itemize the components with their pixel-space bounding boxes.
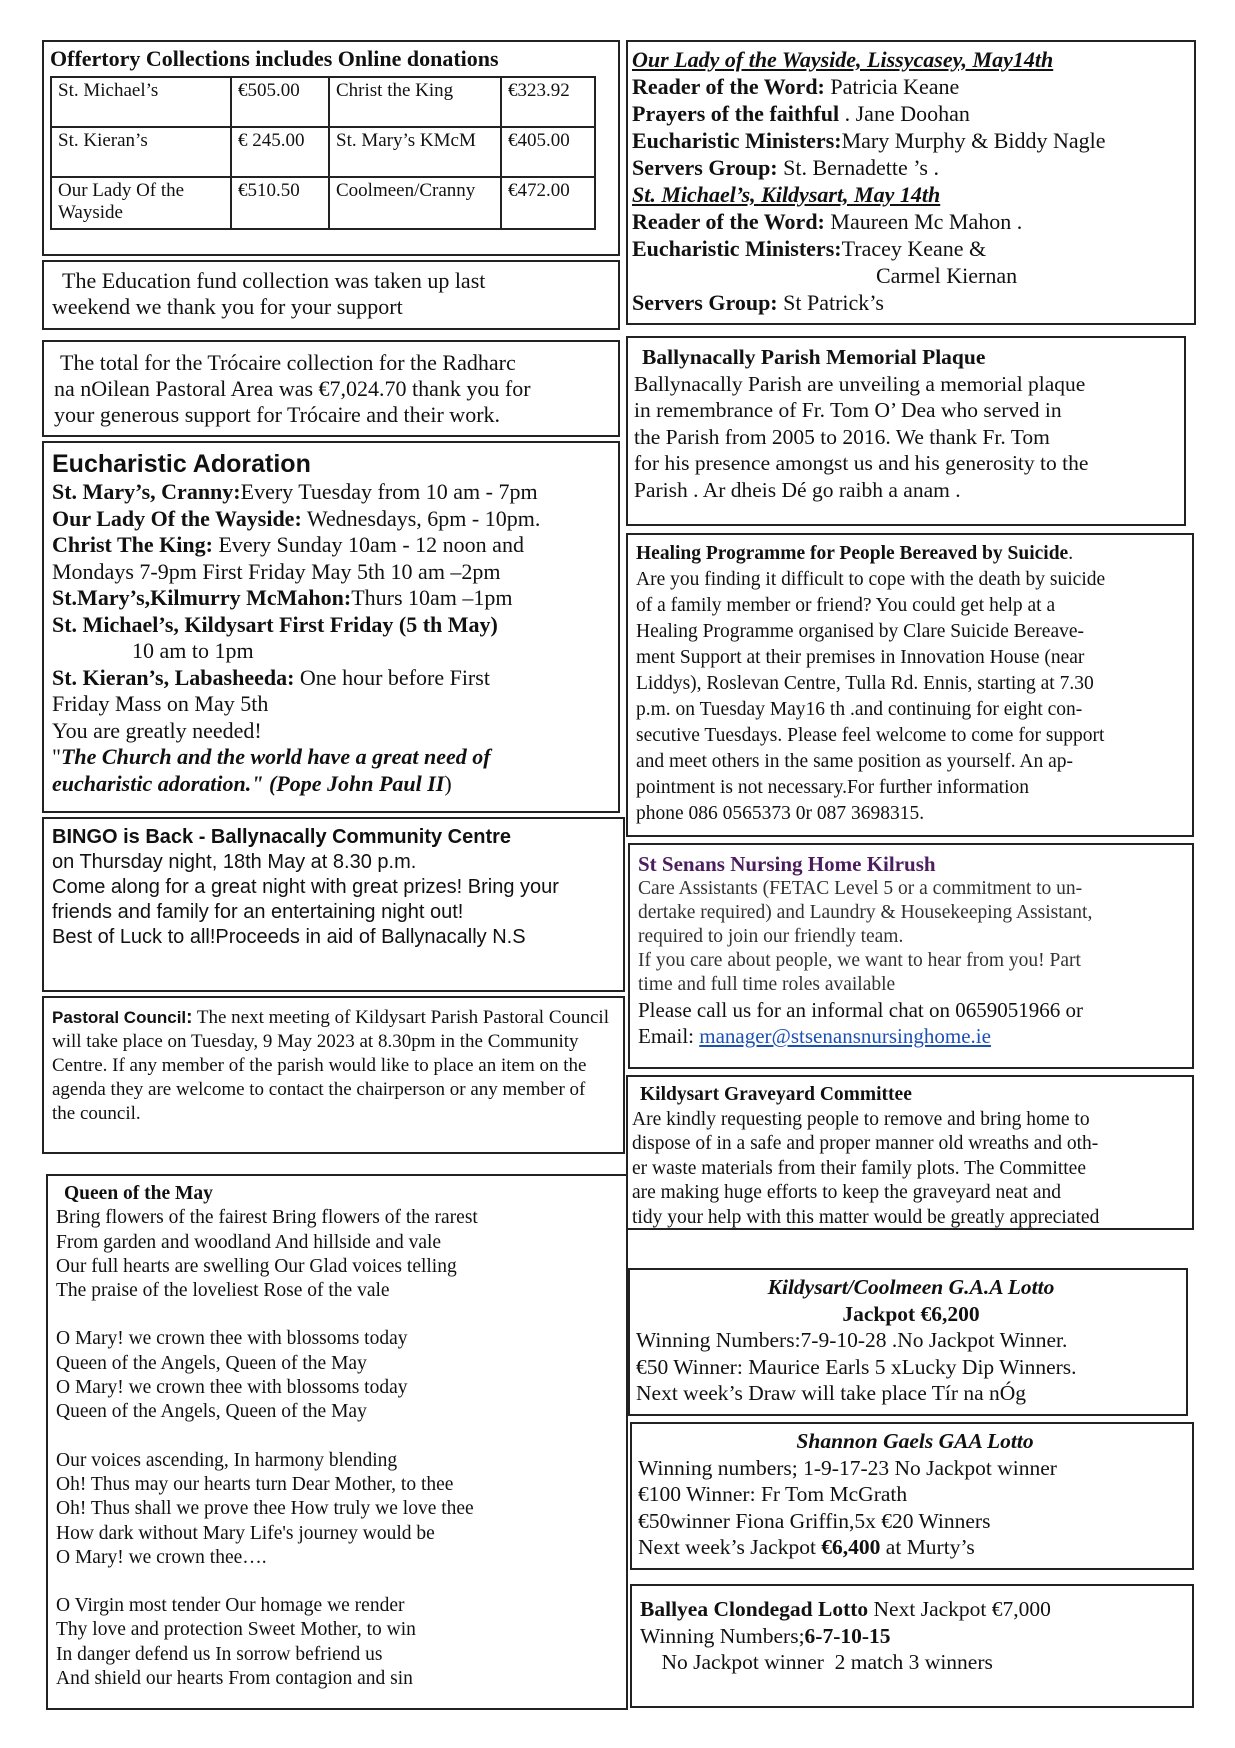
poem-line: Our full hearts are swelling Our Glad voices telling — [56, 1255, 457, 1277]
lotto-kildysart-box — [628, 1268, 1188, 1416]
lotto-line: No Jackpot winner 2 match 3 winners — [640, 1650, 993, 1674]
pastoral-text: The next meeting of Kildysart Parish Pastoral Council will take place on Tuesday, 9 May 2023 at 8.30pm in the Community Centre. If any member of the parish would like to place an item on the agenda they are welcome to contact the chairperson or any member of the council. — [52, 1007, 609, 1124]
healing-line: ment Support at their premises in Innovation House (near — [636, 647, 1085, 668]
table-cell: € 245.00 — [231, 127, 329, 177]
healing-line: Are you finding it difficult to cope with the death by suicide — [636, 569, 1106, 590]
lotto-line — [640, 1623, 1192, 1650]
poem-line: Thy love and protection Sweet Mother, to win — [56, 1619, 416, 1641]
adoration-box — [42, 441, 620, 813]
education-line-1: The Education fund collection was taken up last — [62, 268, 486, 293]
graveyard-box — [626, 1075, 1194, 1230]
rota-role: Reader of the Word: — [632, 209, 825, 234]
graveyard-line: er waste materials from their family plots. The Committee — [632, 1157, 1086, 1179]
rota-row — [632, 289, 1194, 316]
poem-line: How dark without Mary Life's journey would be — [56, 1522, 435, 1544]
church-name: St. Kieran’s, Labasheeda: — [52, 664, 295, 690]
plaque-line: Ballynacally Parish are unveiling a memorial plaque — [634, 371, 1086, 396]
offertory-title: Offertory Collections includes Online donations — [50, 46, 499, 71]
senans-line: dertake required) and Laundry & Housekeeping Assistant, — [638, 902, 1093, 923]
table-cell: €510.50 — [231, 177, 329, 229]
adoration-time: Thurs 10am –1pm — [351, 585, 513, 610]
senans-line: time and full time roles available — [638, 974, 896, 995]
pastoral-label: Pastoral Council — [52, 1008, 187, 1027]
rota-row — [632, 100, 1194, 127]
poem-line: From garden and woodland And hillside and vale — [56, 1231, 442, 1253]
pastoral-colon: : — [186, 1007, 193, 1028]
lotto-shannon-box — [630, 1422, 1194, 1570]
poem-line: Queen of the Angels, Queen of the May — [56, 1352, 367, 1374]
senans-box — [628, 843, 1194, 1069]
quote-text: The Church and the world have a great need of eucharistic adoration." (Pope John Paul II — [52, 744, 491, 796]
rota-box — [626, 40, 1196, 325]
poem-line: O Mary! we crown thee…. — [56, 1546, 267, 1568]
bingo-box — [42, 817, 625, 992]
healing-title: Healing Programme for People Bereaved by Suicide — [636, 543, 1069, 564]
table-cell: St. Kieran’s — [51, 127, 231, 177]
healing-line: pointment is not necessary.For further information — [636, 777, 1029, 798]
senans-line: If you care about people, we want to hear from you! Part — [638, 950, 1081, 971]
healing-box — [626, 533, 1194, 837]
poem-line: Bring flowers of the fairest Bring flowers of the rarest — [56, 1207, 478, 1229]
lotto-line: Next week’s Draw will take place Tír na nÓg — [636, 1381, 1027, 1405]
lotto-line — [638, 1534, 1192, 1561]
poem-line: O Mary! we crown thee with blossoms today — [56, 1328, 408, 1350]
education-box — [42, 260, 620, 330]
pastoral-box — [42, 996, 625, 1154]
table-cell: €323.92 — [501, 77, 595, 127]
rota-row — [632, 127, 1194, 154]
trocaire-line-2: na nOilean Pastoral Area was €7,024.70 thank you for — [54, 376, 531, 401]
table-cell: Christ the King — [329, 77, 501, 127]
lotto-line: €100 Winner: Fr Tom McGrath — [638, 1482, 908, 1506]
rota-row-cont: Carmel Kiernan — [876, 263, 1018, 288]
graveyard-title: Kildysart Graveyard Committee — [640, 1084, 912, 1105]
poem-stanza-2 — [56, 1327, 626, 1424]
adoration-row-labasheeda-cont: Friday Mass on May 5th — [52, 691, 269, 716]
poem-stanza-1 — [56, 1206, 626, 1303]
table-row — [51, 127, 595, 177]
adoration-time: Wednesdays, 6pm - 10pm. — [301, 505, 541, 531]
lotto-line: Winning numbers; 1-9-17-23 No Jackpot winner — [638, 1455, 1057, 1480]
trocaire-line-1: The total for the Trócaire collection for the Radharc — [60, 350, 516, 375]
quote-mark: " — [52, 744, 61, 769]
lotto-text: at Murty’s — [880, 1535, 975, 1559]
lotto-text: Next week’s Jackpot — [638, 1535, 822, 1559]
senans-email-row — [638, 1023, 1192, 1049]
poem-line: Oh! Thus shall we prove thee How truly we love thee — [56, 1498, 474, 1520]
lotto-line: €50 Winner: Maurice Earls 5 xLucky Dip Winners. — [636, 1354, 1077, 1379]
bingo-line-3: Best of Luck to all!Proceeds in aid of Ballynacally N.S — [52, 926, 526, 948]
adoration-row-christ-king-cont: Mondays 7-9pm First Friday May 5th 10 am –2pm — [52, 558, 501, 584]
adoration-title: Eucharistic Adoration — [52, 450, 311, 478]
table-cell: St. Mary’s KMcM — [329, 127, 501, 177]
poem-line: O Virgin most tender Our homage we render — [56, 1595, 405, 1617]
poem-line: The praise of the loveliest Rose of the vale — [56, 1280, 390, 1302]
rota-role: Eucharistic Ministers: — [632, 236, 842, 261]
bingo-line-2: Come along for a great night with great prizes! Bring your friends and family for an entertaining night out! — [52, 876, 559, 923]
adoration-row-wayside — [52, 506, 618, 533]
rota-role: Prayers of the faithful — [632, 101, 840, 126]
lotto-title-row — [640, 1596, 1192, 1623]
healing-line: of a family member or friend? You could get help at a — [636, 595, 1056, 616]
lotto-jackpot: €6,400 — [821, 1535, 881, 1559]
lotto-text: Winning Numbers; — [640, 1623, 805, 1648]
lotto-ballyea-box — [630, 1584, 1194, 1708]
rota-heading-kildysart: St. Michael’s, Kildysart, May 14th — [632, 182, 941, 207]
poem-line: And shield our hearts From contagion and sin — [56, 1668, 413, 1690]
trocaire-line-3: your generous support for Trócaire and their work. — [54, 402, 501, 427]
rota-row — [632, 208, 1194, 235]
church-name: Our Lady Of the Wayside: — [52, 505, 302, 531]
rota-person: . Jane Doohan — [839, 101, 970, 126]
rota-person: Maureen Mc Mahon . — [824, 209, 1023, 234]
adoration-row-cranny — [52, 479, 618, 506]
healing-line: Liddys), Roslevan Centre, Tulla Rd. Ennis, starting at 7.30 — [636, 673, 1094, 694]
adoration-row-kildysart — [52, 612, 618, 639]
graveyard-line: tidy your help with this matter would be greatly appreciated — [632, 1206, 1100, 1228]
table-row — [51, 177, 595, 229]
table-row — [51, 77, 595, 127]
church-name: St. Michael’s, Kildysart First Friday (5 th May) — [52, 611, 498, 637]
poem-line: Our voices ascending, In harmony blending — [56, 1449, 398, 1471]
email-label: Email: — [638, 1024, 700, 1048]
plaque-line: in remembrance of Fr. Tom O’ Dea who served in — [634, 398, 1062, 422]
adoration-needed: You are greatly needed! — [52, 717, 262, 743]
lotto-numbers: 6-7-10-15 — [804, 1623, 891, 1648]
adoration-row-kildysart-time: 10 am to 1pm — [132, 638, 254, 663]
healing-line: and meet others in the same position as yourself. An ap- — [636, 751, 1074, 772]
lotto-next-jackpot: Next Jackpot €7,000 — [868, 1597, 1051, 1621]
rota-role: Reader of the Word: — [632, 74, 825, 99]
table-cell: St. Michael’s — [51, 77, 231, 127]
senans-line: Care Assistants (FETAC Level 5 or a commitment to un- — [638, 878, 1083, 899]
adoration-row-labasheeda — [52, 665, 618, 692]
rota-role: Eucharistic Ministers: — [632, 128, 842, 153]
poem-stanza-4 — [56, 1594, 626, 1691]
poem-stanza-3 — [56, 1449, 626, 1570]
offertory-table — [50, 76, 596, 230]
plaque-title: Ballynacally Parish Memorial Plaque — [642, 345, 986, 369]
poem-line: Queen of the Angels, Queen of the May — [56, 1401, 367, 1423]
bingo-line-1: on Thursday night, 18th May at 8.30 p.m. — [52, 851, 417, 873]
education-line-2: weekend we thank you for your support — [52, 294, 403, 319]
graveyard-line: dispose of in a safe and proper manner old wreaths and oth- — [632, 1133, 1099, 1154]
healing-line: p.m. on Tuesday May16 th .and continuing for eight con- — [636, 699, 1083, 720]
rota-person: St Patrick’s — [777, 290, 884, 315]
poem-title: Queen of the May — [64, 1183, 213, 1204]
queen-of-may-box — [46, 1174, 628, 1710]
table-cell: €505.00 — [231, 77, 329, 127]
rota-person: Mary Murphy & Biddy Nagle — [841, 128, 1106, 153]
rota-person: Tracey Keane & — [841, 236, 987, 261]
table-cell: Coolmeen/Cranny — [329, 177, 501, 229]
offertory-box — [42, 40, 620, 256]
rota-role: Servers Group: — [632, 290, 778, 315]
plaque-line: for his presence amongst us and his generosity to the — [634, 451, 1089, 475]
adoration-quote — [52, 744, 618, 797]
church-name: St.Mary’s,Kilmurry McMahon: — [52, 585, 352, 610]
email-link[interactable]: manager@stsenansnursinghome.ie — [699, 1024, 991, 1048]
healing-title-row — [636, 541, 1192, 567]
adoration-time: Every Tuesday from 10 am - 7pm — [240, 479, 538, 504]
quote-close: ) — [444, 770, 452, 796]
plaque-box — [626, 336, 1186, 526]
plaque-line: Parish . Ar dheis Dé go raibh a anam . — [634, 477, 961, 502]
senans-line: Please call us for an informal chat on 0659051966 or — [638, 998, 1083, 1022]
lotto-line: €50winner Fiona Griffin,5x €20 Winners — [638, 1508, 991, 1533]
poem-line: O Mary! we crown thee with blossoms today — [56, 1377, 408, 1399]
rota-heading-wayside: Our Lady of the Wayside, Lissycasey, May14th — [632, 47, 1054, 72]
healing-line: Healing Programme organised by Clare Suicide Bereave- — [636, 621, 1084, 642]
rota-row — [632, 73, 1194, 100]
bingo-title: BINGO is Back - Ballynacally Community Centre — [52, 826, 512, 848]
lotto-line: Winning Numbers:7-9-10-28 .No Jackpot Winner. — [636, 1328, 1068, 1352]
poem-line: Oh! Thus may our hearts turn Dear Mother, to thee — [56, 1473, 454, 1495]
senans-line: required to join our friendly team. — [638, 926, 904, 947]
adoration-time: One hour before First — [294, 664, 490, 690]
rota-role: Servers Group: — [632, 155, 778, 180]
graveyard-line: Are kindly requesting people to remove and bring home to — [632, 1108, 1090, 1130]
lotto-title: Ballyea Clondegad Lotto — [640, 1597, 869, 1621]
healing-line: secutive Tuesdays. Please feel welcome to come for support — [636, 725, 1105, 746]
church-name: Christ The King: — [52, 532, 213, 557]
rota-person: Patricia Keane — [824, 74, 960, 99]
lotto-jackpot: Jackpot €6,200 — [842, 1301, 980, 1326]
poem-line: In danger defend us In sorrow befriend us — [56, 1643, 383, 1665]
church-name: St. Mary’s, Cranny: — [52, 479, 241, 504]
table-cell: Our Lady Of the Wayside — [51, 177, 231, 229]
healing-line: phone 086 0565373 0r 087 3698315. — [636, 803, 925, 824]
lotto-title: Kildysart/Coolmeen G.A.A Lotto — [767, 1275, 1055, 1299]
table-cell: €472.00 — [501, 177, 595, 229]
rota-person: St. Bernadette ’s . — [777, 155, 939, 180]
graveyard-line: are making huge efforts to keep the graveyard neat and — [632, 1182, 1061, 1203]
senans-title: St Senans Nursing Home Kilrush — [638, 852, 936, 876]
adoration-row-kilmurry — [52, 585, 618, 612]
rota-row — [632, 154, 1194, 181]
rota-row — [632, 235, 1194, 262]
table-cell: €405.00 — [501, 127, 595, 177]
plaque-line: the Parish from 2005 to 2016. We thank Fr. Tom — [634, 424, 1050, 449]
trocaire-box — [42, 340, 620, 437]
healing-title-dot: . — [1068, 543, 1074, 564]
lotto-title: Shannon Gaels GAA Lotto — [796, 1429, 1034, 1453]
adoration-row-christ-king — [52, 532, 618, 559]
adoration-time: Every Sunday 10am - 12 noon and — [212, 532, 524, 557]
